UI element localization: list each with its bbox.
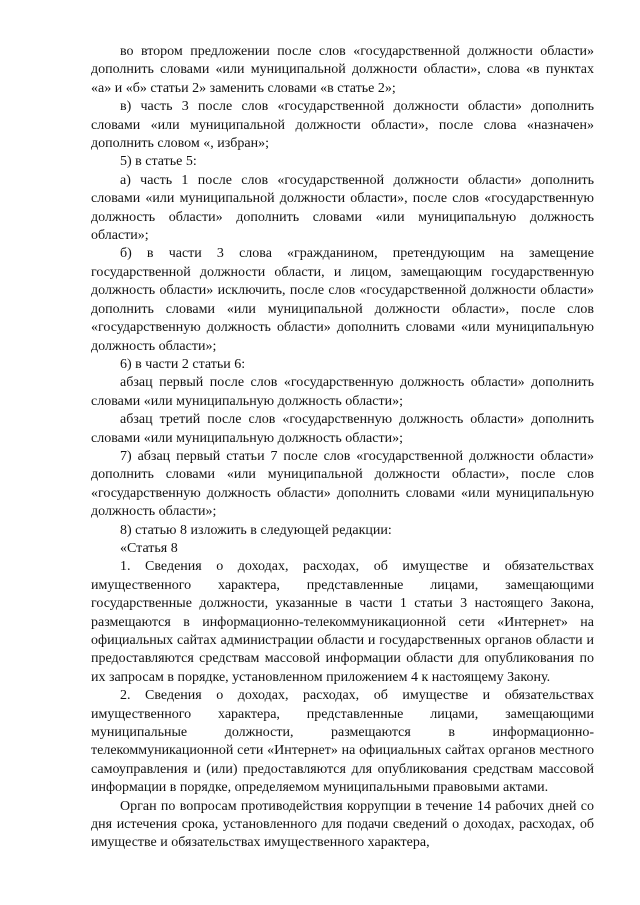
- paragraph-1: во втором предложении после слов «государственной должности области» дополнить словами «или муниципальной должности области», слова «в пунктах «а» и «б» статьи 2» заменить словами «в статье 2»;: [91, 44, 594, 96]
- paragraph-9: 7) абзац первый статьи 7 после слов «государственной должности области» дополнить словами «или муниципальной должности области», после слов «государственную должность области» дополнить словами «или муниципальную должность области»;: [91, 448, 594, 520]
- article-heading: «Статья 8: [120, 540, 178, 556]
- paragraph-10: 8) статью 8 изложить в следующей редакции:: [120, 522, 392, 538]
- paragraph-14: Орган по вопросам противодействия коррупции в течение 14 рабочих дней со дня истечения срока, установленного для подачи сведений о доходах, расходах, об имуществе и обязательствах имущественного характера,: [91, 798, 594, 851]
- paragraph-4: а) часть 1 после слов «государственной должности области» дополнить словами «или муниципальной должности области», после слов «государственную должность области» дополнить словами «или муниципальную должность области»;: [91, 172, 594, 244]
- paragraph-5: б) в части 3 слова «гражданином, претендующим на замещение государственной должности области, и лицом, замещающим государственную должность области» исключить, после слов «государственной должности области» дополнить словами «или муниципальной должности области», после слов «государственную должность области» дополнить словами «или муниципальную должность области»;: [91, 246, 594, 354]
- paragraph-6: 6) в части 2 статьи 6:: [120, 356, 246, 372]
- paragraph-13: 2. Сведения о доходах, расходах, об имуществе и обязательствах имущественного характера, представленные лицами, замещающими муниципальные должности, размещаются в информационно-телекоммуникационной сети «Интернет» на официальных сайтах органов местного самоуправления и (или) предоставляются для опубликования средствам массовой информации в порядке, определяемом муниципальными правовыми актами.: [91, 688, 594, 796]
- paragraph-2: в) часть 3 после слов «государственной должности области» дополнить словами «или муниципальной должности области», после слова «назначен» дополнить словом «, избран»;: [91, 99, 594, 152]
- paragraph-8: абзац третий после слов «государственную должность области» дополнить словами «или муниципальную должность области»;: [91, 412, 594, 446]
- paragraph-12: 1. Сведения о доходах, расходах, об имуществе и обязательствах имущественного характера, представленные лицами, замещающими государственные должности, указанные в части 1 статьи 3 настоящего Закона, размещаются в информационно-телекоммуникационной сети «Интернет» на официальных сайтах администрации области и государственных органов области и предоставляются средствам массовой информации области для опубликования по их запросам в порядке, установленном приложением 4 к настоящему Закону.: [91, 559, 594, 685]
- document-page: [91, 43, 594, 853]
- paragraph-3: 5) в статье 5:: [120, 154, 197, 170]
- paragraph-7: абзац первый после слов «государственную должность области» дополнить словами «или муниципальную должность области»;: [91, 375, 594, 409]
